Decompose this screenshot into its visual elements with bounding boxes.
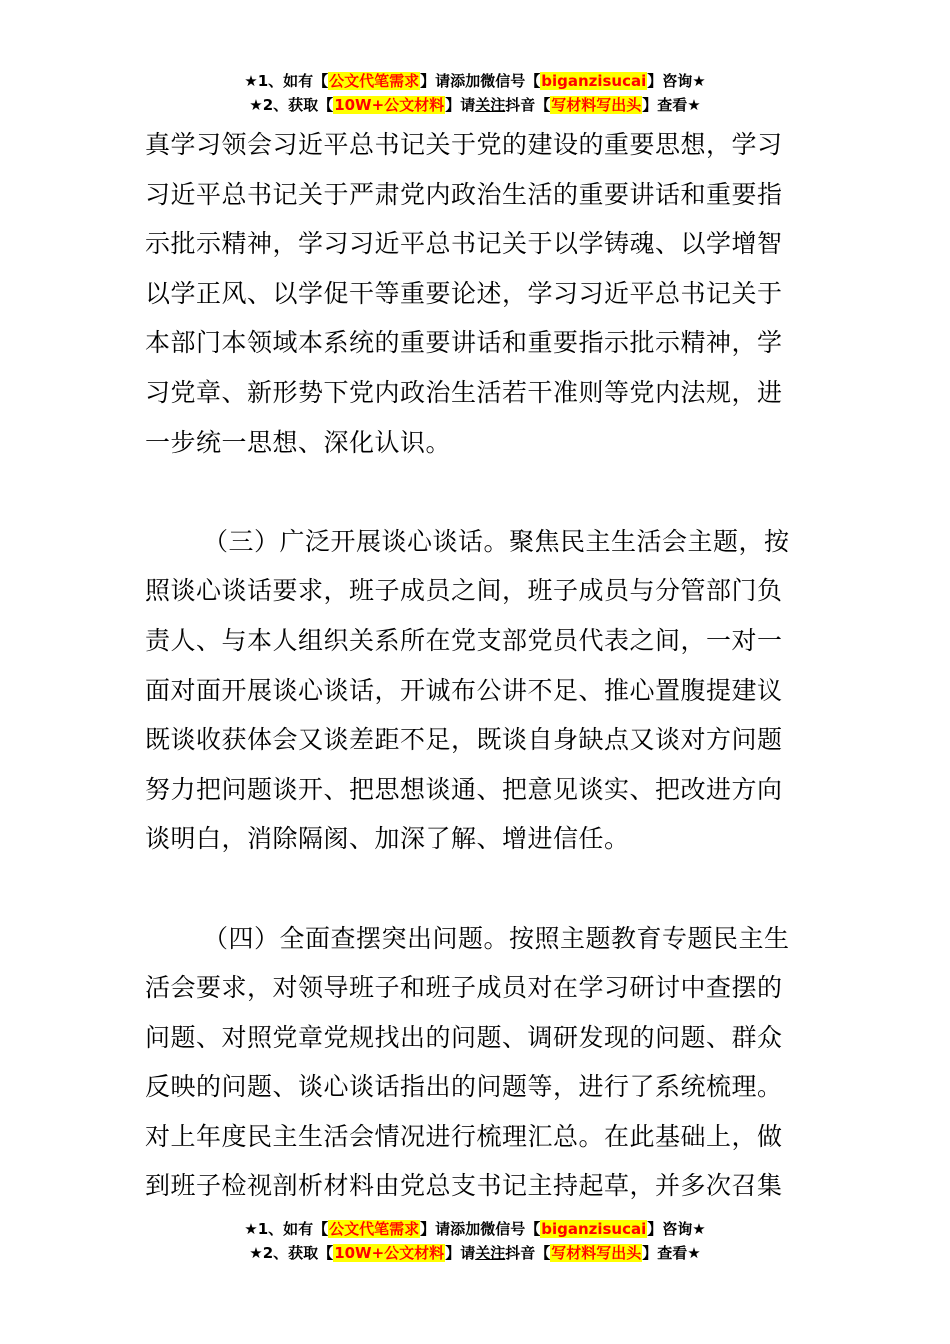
- text-line: 示批示精神，学习习近平总书记关于以学铸魂、以学增智: [145, 229, 783, 259]
- banner-highlight: 写材料写出头: [551, 1244, 642, 1262]
- banner-text: 关注: [475, 96, 506, 114]
- text-line: 努力把问题谈开、把思想谈通、把意见谈实、把改进方向: [145, 774, 783, 804]
- text-line: 对上年度民主生活会情况进行梳理汇总。在此基础上，做: [145, 1121, 783, 1151]
- banner-highlight: 公文代笔需求: [329, 72, 420, 90]
- banner-highlight: 公文代笔需求: [329, 1220, 420, 1238]
- banner-text: 】查看★: [642, 96, 701, 114]
- text-line: 反映的问题、谈心谈话指出的问题等，进行了系统梳理。: [145, 1072, 783, 1102]
- banner-text: 】咨询★: [647, 1220, 706, 1238]
- banner-highlight: 写材料写出头: [551, 96, 642, 114]
- paragraph-gap: [145, 864, 815, 914]
- banner-text: 微信号【: [480, 72, 541, 90]
- text-line: 本部门本领域本系统的重要讲话和重要指示批示精神，学: [145, 328, 783, 358]
- banner-text: 】查看★: [642, 1244, 701, 1262]
- banner-text: 】请: [445, 1244, 476, 1262]
- banner-line-1: [0, 69, 950, 93]
- text-line: 真学习领会习近平总书记关于党的建设的重要思想，学习: [145, 130, 783, 159]
- banner-text: ★2、获取【: [249, 1244, 334, 1262]
- banner-text: 】请添: [420, 1220, 466, 1238]
- banner-highlight: 10W+公文材料: [334, 1244, 445, 1262]
- banner-line-1: [0, 1217, 950, 1241]
- text-line: 照谈心谈话要求，班子成员之间，班子成员与分管部门负: [145, 576, 783, 606]
- paragraph-gap: [145, 467, 815, 517]
- banner-text: 抖音【: [505, 1244, 551, 1262]
- text-line: 习党章、新形势下党内政治生活若干准则等党内法规，进: [145, 377, 783, 407]
- banner-text: 】请: [445, 96, 476, 114]
- text-line: 到班子检视剖析材料由党总支书记主持起草，并多次召集: [145, 1171, 783, 1201]
- banner-text: 抖音【: [505, 96, 551, 114]
- text-line: 谈明白，消除隔阂、加深了解、增进信任。: [145, 824, 630, 854]
- text-line: 以学正风、以学促干等重要论述，学习习近平总书记关于: [145, 278, 783, 308]
- paragraph-heading-line: （三）广泛开展谈心谈话。聚焦民主生活会主题，按: [203, 526, 790, 556]
- text-line: 习近平总书记关于严肃党内政治生活的重要讲话和重要指: [145, 179, 783, 209]
- banner-line-2: [0, 93, 950, 117]
- text-line: 活会要求，对领导班子和班子成员对在学习研讨中查摆的: [145, 973, 783, 1003]
- banner-text: ★1、如有【: [244, 1220, 329, 1238]
- banner-text: 加: [465, 1220, 481, 1238]
- banner-text: ★2、获取【: [249, 96, 334, 114]
- text-line: 一步统一思想、深化认识。: [145, 427, 452, 457]
- banner-text: ★1、如有【: [244, 72, 329, 90]
- document-body: [145, 120, 815, 1211]
- banner-text: 】咨询★: [647, 72, 706, 90]
- banner-text: 】请添: [420, 72, 466, 90]
- paragraph-heading-line: （四）全面查摆突出问题。按照主题教育专题民主生: [203, 923, 790, 953]
- text-line: 面对面开展谈心谈话，开诚布公讲不足、推心置腹提建议: [145, 675, 783, 705]
- banner-line-2: [0, 1241, 950, 1265]
- banner-text: 加: [465, 72, 481, 90]
- footer-banner: [0, 1217, 950, 1265]
- banner-text: 微信号【: [480, 1220, 541, 1238]
- banner-highlight: biganzisucai: [541, 72, 647, 90]
- banner-highlight: 10W+公文材料: [334, 96, 445, 114]
- banner-text: 关注: [475, 1244, 506, 1262]
- text-line: 问题、对照党章党规找出的问题、调研发现的问题、群众: [145, 1022, 783, 1052]
- banner-highlight: biganzisucai: [541, 1220, 647, 1238]
- text-line: 责人、与本人组织关系所在党支部党员代表之间，一对一: [145, 625, 783, 655]
- header-banner: [0, 69, 950, 117]
- text-line: 既谈收获体会又谈差距不足，既谈自身缺点又谈对方问题: [145, 725, 783, 755]
